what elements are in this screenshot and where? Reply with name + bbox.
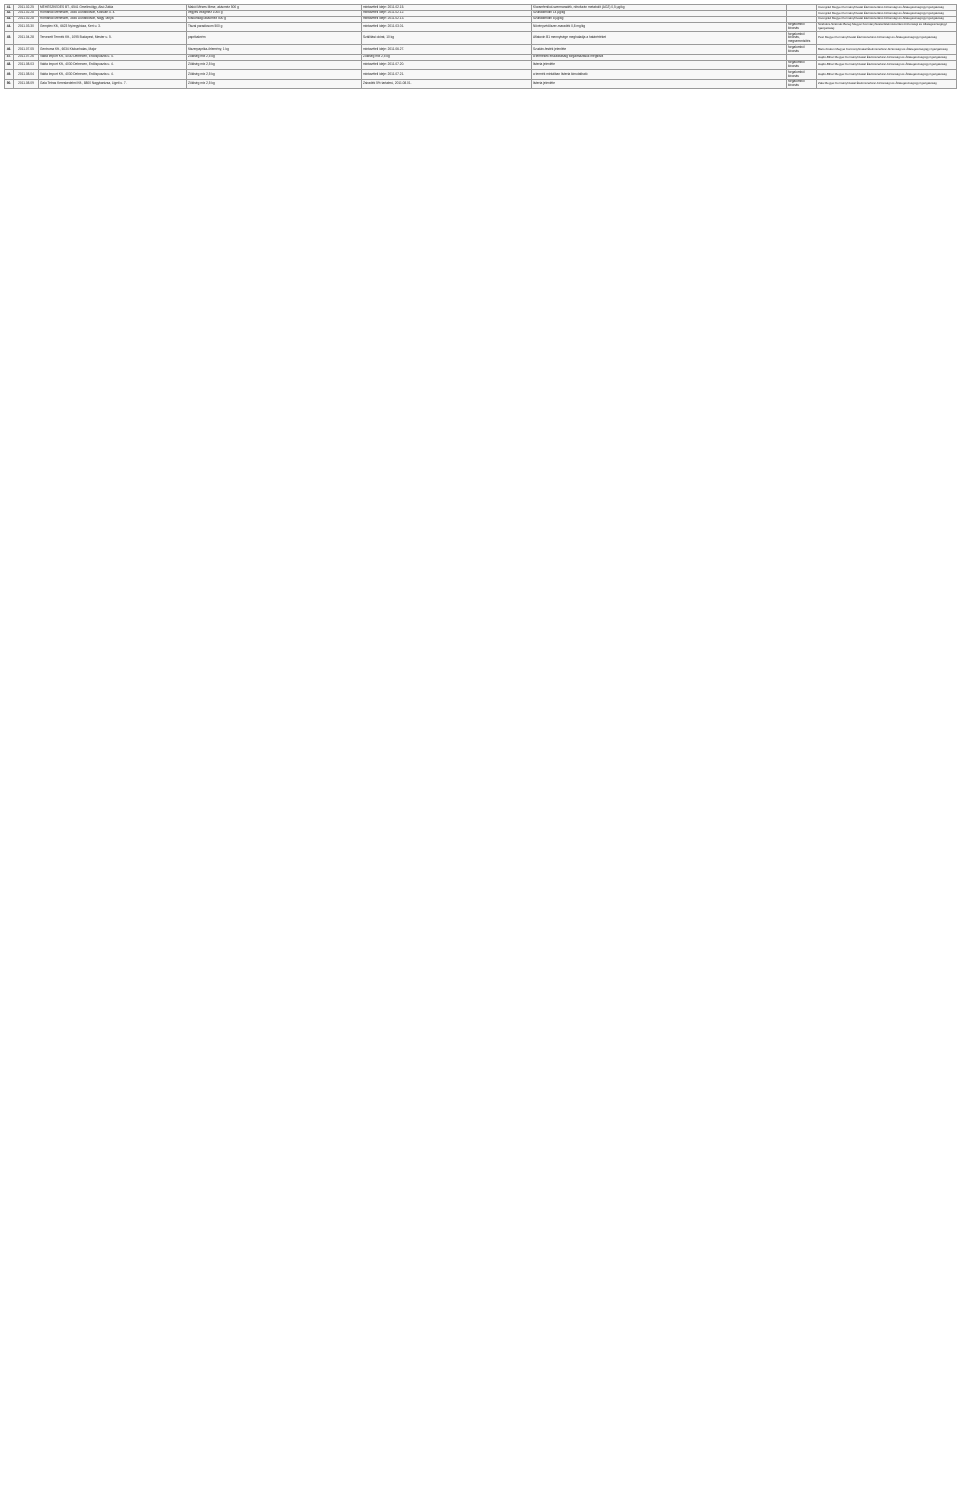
row-finding: Aflatoxin B1 mennyisége meghaladja a határértéket [532, 32, 787, 45]
row-product: Tiszai paradicsom 500 g [187, 22, 362, 32]
row-num: 45. [5, 32, 14, 45]
row-company: Romániai Méhészet, 3546 Dunaföldvár, Nagy Tanya [39, 16, 187, 22]
row-measure: forgalomból kivonás [787, 22, 817, 32]
row-product: fűszerpaprika-őrlemény, 1 kg [187, 45, 362, 55]
row-sample: mintavételi ideje: 2011.02.12. [362, 10, 532, 16]
row-sample: mintavételi ideje: 2011.06.27. [362, 45, 532, 55]
row-date: 2011.08.09 [14, 79, 39, 89]
row-company: Vakta Import Kft., 4030 Debrecen, Erdőspuszta u. 4. [39, 54, 187, 60]
row-product: Zöldség mix 2,5 kg [187, 54, 362, 60]
row-product: Zöldség mix 2,5 kg [187, 70, 362, 80]
row-date: 2011.04.28 [14, 32, 39, 45]
row-authority: Csongrád Megyei Kormányhivatal Élelmiszerlánc-biztonsági és Állategészségügyi Igazgatóság [817, 16, 957, 22]
row-num: 43. [5, 16, 14, 22]
row-sample: mintavételi ideje: 2011.02.15. [362, 5, 532, 11]
row-num: 46. [5, 45, 14, 55]
row-product: paprikakrém [187, 32, 362, 45]
row-finding: listeria jelenléte [532, 79, 787, 89]
row-finding: Szulfadimidin 8 µg/kg [532, 16, 787, 22]
row-date: 2011.03.30 [14, 22, 39, 32]
row-finding: Növényvédőszer-maradék 0,8 mg/kg [532, 22, 787, 32]
row-authority: Szabolcs-Szatmár-Bereg Megyei Kormányhivatal Élelmiszerlánc-biztonsági és Állategészségügyi Igazgatóság [817, 22, 957, 32]
row-measure: forgalomból kivonás [787, 79, 817, 89]
row-num: 50. [5, 79, 14, 89]
row-date: 2011.02.25 [14, 5, 39, 11]
row-company: Vakta Import Kft., 4030 Debrecen, Erdőspuszta u. 4. [39, 60, 187, 70]
table-row [5, 60, 957, 70]
row-authority: Csongrád Megyei Kormányhivatal Élelmiszerlánc-biztonsági és Állategészségügyi Igazgatóság [817, 5, 957, 11]
row-sample: mintavételi ideje: 2011.02.13. [362, 16, 532, 22]
row-company: Vakta Import Kft., 4030 Debrecen, Erdőspuszta u. 4. [39, 70, 187, 80]
row-date: 2011.02.28 [14, 10, 39, 16]
row-date: 2011.07.05 [14, 45, 39, 55]
document-page [4, 4, 956, 89]
row-authority: Zala Megyei Kormányhivatal Élelmiszerlánc-biztonsági és Állategészségügyi Igazgatóság [817, 79, 957, 89]
row-authority: Bács-Kiskun Megyei Kormányhivatal Élelmiszerlánc-biztonsági és Állategészségügyi Igazgatóság [817, 45, 957, 55]
row-date: 2011.02.28 [14, 16, 39, 22]
row-date: 2011.07.26 [14, 54, 39, 60]
row-finding: Szulfadimidin 14 µg/kg [532, 10, 787, 16]
row-measure: forgalomból kivonás, megsemmisítés [787, 32, 817, 45]
row-num: 42. [5, 10, 14, 16]
row-num: 49. [5, 70, 14, 80]
row-company: Tervezett Termék Kft., 1095 Budapest, Mester u. 5. [39, 32, 187, 45]
row-date: 2011.08.04 [14, 70, 39, 80]
table-row [5, 45, 957, 55]
row-product: Zöldség mix 2,5 kg [187, 60, 362, 70]
row-authority: Csongrád Megyei Kormányhivatal Élelmiszerlánc-biztonsági és Állategészségügyi Igazgatóság [817, 10, 957, 16]
table-row [5, 22, 957, 32]
row-product: Kiskunsági akácméz 500 g [187, 16, 362, 22]
row-sample: mintavételi ideje: 2011.07.21. [362, 70, 532, 80]
row-company: Gemplex Kft., 6623 Nyíregyháza, Kert u. 3. [39, 22, 187, 32]
row-measure: forgalomból kivonás [787, 60, 817, 70]
row-company: Gentroma Kft., 6034 Kiskunhalas, Major [39, 45, 187, 55]
row-finding: listeria jelenléte [532, 60, 787, 70]
row-sample: mintavételi ideje: 2011.07.20. [362, 60, 532, 70]
row-num: 48. [5, 60, 14, 70]
row-num: 47. [5, 54, 14, 60]
row-finding: Szudán-festék jelenléte [532, 45, 787, 55]
row-num: 41. [5, 5, 14, 11]
table-row [5, 79, 957, 89]
row-company: Romániai Méhészet, 3546 Dunaföldvár, Kossuth u. 4. [39, 10, 187, 16]
row-finding: Kloramfenikol-szermaradék, nitrofurán metabolit (AOZ) 0,5 µg/kg [532, 5, 787, 11]
table-row [5, 32, 957, 45]
row-sample: Zöldség mix 2,5 kg [362, 54, 532, 60]
row-measure: forgalomból kivonás [787, 45, 817, 55]
row-company: Gala Tetras Kereskedelmi Kft., 8800 Nagykanizsa, Ligeti u. 7. [39, 79, 187, 89]
food-safety-report-table [4, 4, 957, 89]
row-sample: Szállítási okirat, 10 kg [362, 32, 532, 45]
row-product: vegyes virágméz 1000 g [187, 10, 362, 16]
row-product: Makói Mézes Mese, akácméz 500 g [187, 5, 362, 11]
row-date: 2011.08.03 [14, 60, 39, 70]
row-sample: Zsiradék 5% tartalmú, 2011.08.01. [362, 79, 532, 89]
row-authority: Pest Megyei Kormányhivatal Élelmiszerlánc-biztonsági és Állategészségügyi Igazgatóság [817, 32, 957, 45]
row-sample: mintavételi ideje: 2011.03.01. [362, 22, 532, 32]
table-row [5, 70, 957, 80]
row-measure: forgalomból kivonás [787, 70, 817, 80]
row-authority: Hajdú-Bihar Megyei Kormányhivatal Élelmiszerlánc-biztonsági és Állategészségügyi Igazgatóság [817, 60, 957, 70]
row-product: Zöldség mix 2,5 kg [187, 79, 362, 89]
row-finding: a termékek elszállításáig forgalmazásuk megtiltva [532, 54, 787, 60]
report-body [5, 5, 957, 89]
row-authority: Hajdú-Bihar Megyei Kormányhivatal Élelmiszerlánc-biztonsági és Állategészségügyi Igazgatóság [817, 54, 957, 60]
row-finding: a termék mintáiban listeria kimutatható [532, 70, 787, 80]
row-company: MÉHÉSZKEDÉS BT., 6541 Gmelinvölgy, Alsó Zákla [39, 5, 187, 11]
row-authority: Hajdú-Bihar Megyei Kormányhivatal Élelmiszerlánc-biztonsági és Állategészségügyi Igazgatóság [817, 70, 957, 80]
row-num: 44. [5, 22, 14, 32]
